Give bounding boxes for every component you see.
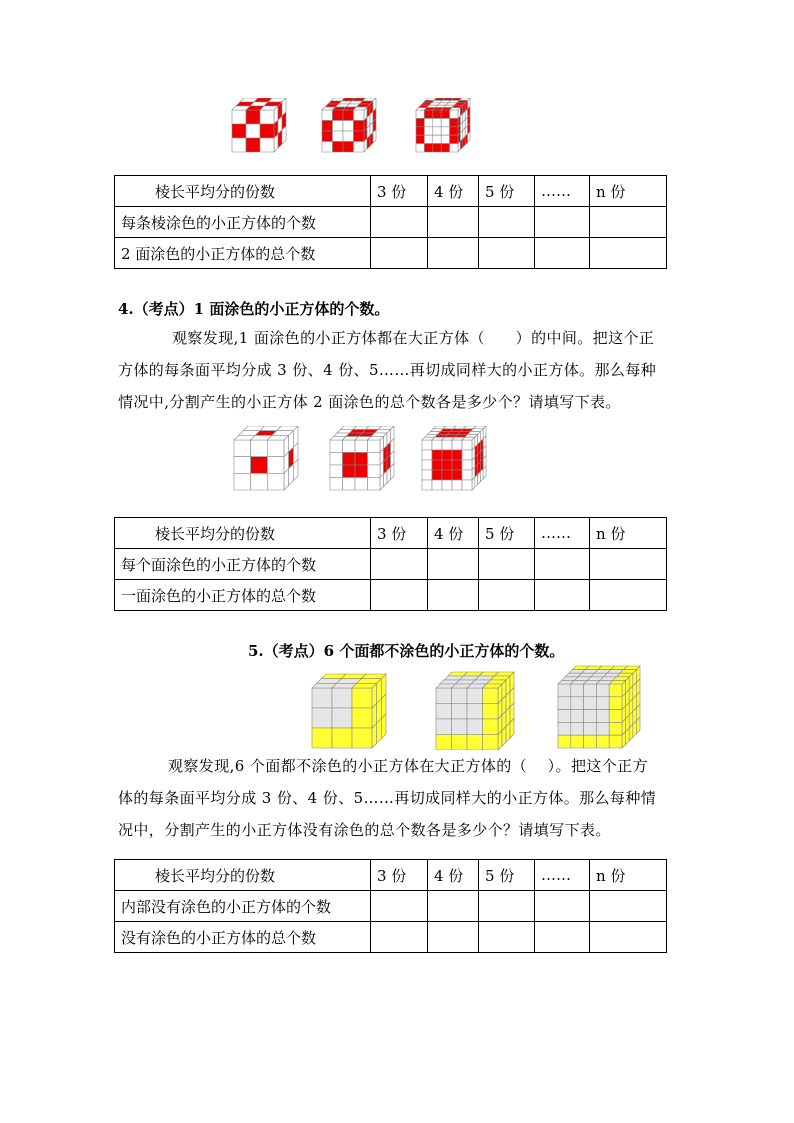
answer-cell[interactable] xyxy=(590,207,667,238)
cube-front-cell xyxy=(441,127,449,135)
cube-3-face xyxy=(234,426,298,490)
cube-front-cell xyxy=(584,697,597,710)
cube-front-cell xyxy=(584,735,597,748)
cube-front-cell xyxy=(558,735,571,748)
table-row xyxy=(115,922,667,953)
header-cell: 棱长平均分的份数 xyxy=(115,860,371,891)
cube-front-cell xyxy=(609,735,622,748)
answer-cell[interactable] xyxy=(479,238,535,269)
cube-front-cell xyxy=(467,704,483,720)
cube-front-cell xyxy=(584,722,597,735)
cube-front-cell xyxy=(330,465,343,478)
cube-top-cell xyxy=(357,679,382,684)
cube-front-cell xyxy=(416,118,424,126)
cube-front-cell xyxy=(483,704,499,720)
cube-front-cell xyxy=(609,710,622,723)
cube-front-cell xyxy=(483,735,499,751)
cube-front-cell xyxy=(432,460,442,470)
cube-front-cell xyxy=(416,135,424,143)
cube-front-cell xyxy=(452,719,468,735)
cube-front-cell xyxy=(462,450,472,460)
cube-front-cell xyxy=(424,127,432,135)
cutaway-cube-4 xyxy=(436,672,514,750)
cube-right-cell xyxy=(372,723,377,748)
cube-front-cell xyxy=(251,440,268,457)
row-label: 2 面涂色的小正方体的总个数 xyxy=(115,238,371,269)
cube-front-cell xyxy=(322,142,333,153)
answer-cell[interactable] xyxy=(428,238,479,269)
cube-front-cell xyxy=(343,110,354,121)
header-cell: n 份 xyxy=(590,176,667,207)
cube-front-cell xyxy=(442,470,452,480)
cube-front-cell xyxy=(251,457,268,474)
cutaway-cube-3 xyxy=(312,674,386,748)
cube-front-cell xyxy=(332,708,352,728)
answer-cell[interactable] xyxy=(590,580,667,611)
answer-cell[interactable] xyxy=(371,549,428,580)
cube-front-cell xyxy=(436,704,452,720)
cube-front-cell xyxy=(232,124,246,138)
cube-front-cell xyxy=(416,127,424,135)
cube-front-cell xyxy=(354,142,365,153)
cube-front-cell xyxy=(260,124,274,138)
table-row xyxy=(115,518,667,549)
cube-front-cell xyxy=(232,110,246,124)
cube-front-cell xyxy=(330,453,343,466)
row-label: 没有涂色的小正方体的总个数 xyxy=(115,922,371,953)
cube-front-cell xyxy=(322,121,333,132)
cutaway-cube-5 xyxy=(558,666,640,748)
cube-front-cell xyxy=(452,470,462,480)
cube-front-cell xyxy=(422,480,432,490)
cube-front-cell xyxy=(571,735,584,748)
cube-front-cell xyxy=(355,440,368,453)
cube-front-cell xyxy=(312,728,332,748)
cube-front-cell xyxy=(267,473,284,490)
cube-front-cell xyxy=(452,480,462,490)
cube-front-cell xyxy=(352,708,372,728)
q4-line: 情况中,分割产生的小正方体 2 面涂色的总个数各是多少个？请填写下表。 xyxy=(118,393,621,411)
cube-5-edge xyxy=(416,98,470,152)
cube-front-cell xyxy=(422,470,432,480)
q5-title: 5.（考点）6 个面都不涂色的小正方体的个数。 xyxy=(248,642,565,660)
cube-front-cell xyxy=(416,144,424,152)
table-row xyxy=(115,238,667,269)
cube-front-cell xyxy=(467,719,483,735)
cube-front-cell xyxy=(368,478,381,491)
cube-front-cell xyxy=(442,480,452,490)
answer-cell[interactable] xyxy=(371,580,428,611)
table-row xyxy=(115,176,667,207)
row-label: 一面涂色的小正方体的总个数 xyxy=(115,580,371,611)
cube-front-cell xyxy=(433,118,441,126)
header-cell: 4 份 xyxy=(428,860,479,891)
cube-front-cell xyxy=(355,465,368,478)
cube-front-cell xyxy=(571,722,584,735)
row-label: 内部没有涂色的小正方体的个数 xyxy=(115,891,371,922)
cube-front-cell xyxy=(452,704,468,720)
cube-front-cell xyxy=(467,688,483,704)
answer-cell[interactable] xyxy=(590,891,667,922)
table-row xyxy=(115,580,667,611)
cube-front-cell xyxy=(432,480,442,490)
cube-front-cell xyxy=(596,722,609,735)
cube-front-cell xyxy=(312,708,332,728)
cube-front-cell xyxy=(483,688,499,704)
q5-line: 体的每条面平均分成 3 份、4 份、5……再切成同样大的小正方体。那么每种情 xyxy=(118,789,657,807)
cube-front-cell xyxy=(422,460,432,470)
cube-front-cell xyxy=(558,722,571,735)
cube-front-cell xyxy=(596,710,609,723)
cube-front-cell xyxy=(432,450,442,460)
cube-front-cell xyxy=(424,110,432,118)
cube-front-cell xyxy=(234,473,251,490)
cube-front-cell xyxy=(424,118,432,126)
answer-cell[interactable] xyxy=(479,891,535,922)
cube-front-cell xyxy=(584,710,597,723)
cube-front-cell xyxy=(596,697,609,710)
cube-front-cell xyxy=(462,460,472,470)
table-face-painted xyxy=(114,517,667,611)
cube-top-cell xyxy=(352,683,377,688)
cube-front-cell xyxy=(441,144,449,152)
cube-front-cell xyxy=(436,719,452,735)
cube-front-cell xyxy=(571,684,584,697)
answer-cell[interactable] xyxy=(479,922,535,953)
cube-front-cell xyxy=(441,110,449,118)
cube-right-cell xyxy=(465,134,467,145)
cube-front-cell xyxy=(452,460,462,470)
answer-cell[interactable] xyxy=(428,580,479,611)
cube-front-cell xyxy=(246,110,260,124)
cube-front-cell xyxy=(441,118,449,126)
cube-5-face xyxy=(422,426,486,490)
cube-front-cell xyxy=(368,453,381,466)
answer-cell[interactable] xyxy=(535,580,590,611)
answer-cell[interactable] xyxy=(535,238,590,269)
cube-front-cell xyxy=(251,473,268,490)
cube-front-cell xyxy=(232,138,246,152)
cube-front-cell xyxy=(450,110,458,118)
answer-cell[interactable] xyxy=(371,207,428,238)
cube-front-cell xyxy=(452,735,468,751)
cube-front-cell xyxy=(422,450,432,460)
header-cell: …… xyxy=(535,860,590,891)
cube-front-cell xyxy=(424,135,432,143)
cube-front-cell xyxy=(436,735,452,751)
row-label: 每个面涂色的小正方体的个数 xyxy=(115,549,371,580)
cube-front-cell xyxy=(234,457,251,474)
interior-cubes-figure xyxy=(308,664,648,750)
header-cell: 3 份 xyxy=(371,176,428,207)
cube-front-cell xyxy=(450,127,458,135)
answer-cell[interactable] xyxy=(535,922,590,953)
cube-right-cell xyxy=(463,136,465,147)
q4-line: 观察发现,1 面涂色的小正方体都在大正方体（ ）的中间。把这个正 xyxy=(172,329,655,347)
cube-front-cell xyxy=(432,470,442,480)
row-label: 每条棱涂色的小正方体的个数 xyxy=(115,207,371,238)
cube-front-cell xyxy=(558,710,571,723)
cube-front-cell xyxy=(343,440,356,453)
cube-front-cell xyxy=(450,135,458,143)
cube-front-cell xyxy=(433,135,441,143)
q4-paragraph xyxy=(118,322,678,418)
cube-front-cell xyxy=(596,735,609,748)
q5-line: 观察发现,6 个面都不涂色的小正方体在大正方体的（ ）。把这个正方 xyxy=(168,757,648,775)
header-cell: …… xyxy=(535,518,590,549)
cube-front-cell xyxy=(571,710,584,723)
cube-front-cell xyxy=(558,697,571,710)
answer-cell[interactable] xyxy=(535,891,590,922)
cube-front-cell xyxy=(450,118,458,126)
header-cell: 5 份 xyxy=(479,518,535,549)
answer-cell[interactable] xyxy=(428,922,479,953)
answer-cell[interactable] xyxy=(590,549,667,580)
table-edge-painted xyxy=(114,175,667,269)
cube-front-cell xyxy=(462,480,472,490)
cube-front-cell xyxy=(433,110,441,118)
answer-cell[interactable] xyxy=(428,891,479,922)
edge-painted-cubes-figure xyxy=(228,98,478,160)
cube-front-cell xyxy=(354,121,365,132)
cube-front-cell xyxy=(452,688,468,704)
cube-front-cell xyxy=(436,688,452,704)
header-cell: 5 份 xyxy=(479,176,535,207)
cube-front-cell xyxy=(354,131,365,142)
cube-front-cell xyxy=(584,684,597,697)
cube-front-cell xyxy=(433,127,441,135)
cube-front-cell xyxy=(424,144,432,152)
cube-front-cell xyxy=(416,110,424,118)
cube-front-cell xyxy=(452,440,462,450)
cube-front-cell xyxy=(368,440,381,453)
cube-front-cell xyxy=(330,478,343,491)
cube-front-cell xyxy=(246,138,260,152)
answer-cell[interactable] xyxy=(371,238,428,269)
cube-right-cell xyxy=(468,132,470,143)
cube-front-cell xyxy=(322,131,333,142)
cube-front-cell xyxy=(333,131,344,142)
table-unpainted xyxy=(114,859,667,953)
cube-front-cell xyxy=(422,440,432,450)
cube-front-cell xyxy=(355,453,368,466)
cube-front-cell xyxy=(343,131,354,142)
cube-front-cell xyxy=(333,142,344,153)
header-cell: 3 份 xyxy=(371,518,428,549)
cube-front-cell xyxy=(558,684,571,697)
answer-cell[interactable] xyxy=(479,580,535,611)
cube-front-cell xyxy=(442,440,452,450)
answer-cell[interactable] xyxy=(590,922,667,953)
answer-cell[interactable] xyxy=(479,207,535,238)
cube-front-cell xyxy=(333,121,344,132)
header-cell: …… xyxy=(535,176,590,207)
answer-cell[interactable] xyxy=(371,922,428,953)
cube-front-cell xyxy=(322,110,333,121)
face-painted-cubes-figure xyxy=(230,426,492,494)
q5-line: 况中，分割产生的小正方体没有涂色的总个数各是多少个？请填写下表。 xyxy=(118,821,611,839)
cube-top-cell xyxy=(450,108,461,110)
cube-front-cell xyxy=(462,440,472,450)
cube-front-cell xyxy=(368,465,381,478)
cube-front-cell xyxy=(462,470,472,480)
cube-right-cell xyxy=(460,139,462,150)
answer-cell[interactable] xyxy=(535,207,590,238)
cube-front-cell xyxy=(352,728,372,748)
cube-front-cell xyxy=(432,440,442,450)
cube-front-cell xyxy=(596,684,609,697)
cube-front-cell xyxy=(333,110,344,121)
cube-top-cell xyxy=(454,103,465,105)
answer-cell[interactable] xyxy=(590,238,667,269)
cube-front-cell xyxy=(352,688,372,708)
header-cell: 棱长平均分的份数 xyxy=(115,176,371,207)
cube-front-cell xyxy=(343,121,354,132)
cube-front-cell xyxy=(571,697,584,710)
cube-front-cell xyxy=(609,697,622,710)
cube-right-cell xyxy=(381,714,386,739)
cube-top-cell xyxy=(457,100,468,102)
cube-front-cell xyxy=(312,688,332,708)
header-cell: 4 份 xyxy=(428,518,479,549)
cube-front-cell xyxy=(332,728,352,748)
cube-front-cell xyxy=(467,735,483,751)
cube-front-cell xyxy=(246,124,260,138)
cube-front-cell xyxy=(343,453,356,466)
cube-top-cell xyxy=(452,105,463,107)
cube-front-cell xyxy=(442,460,452,470)
cube-front-cell xyxy=(355,478,368,491)
q5-paragraph xyxy=(118,750,688,846)
cube-front-cell xyxy=(343,465,356,478)
cube-4-edge xyxy=(322,98,376,152)
answer-cell[interactable] xyxy=(428,207,479,238)
cube-front-cell xyxy=(332,688,352,708)
header-cell: n 份 xyxy=(590,860,667,891)
cube-front-cell xyxy=(330,440,343,453)
answer-cell[interactable] xyxy=(428,549,479,580)
cube-front-cell xyxy=(260,110,274,124)
cube-front-cell xyxy=(609,722,622,735)
table-row xyxy=(115,207,667,238)
cube-front-cell xyxy=(483,719,499,735)
cube-3-edge xyxy=(232,98,286,152)
cube-front-cell xyxy=(354,110,365,121)
cube-front-cell xyxy=(452,450,462,460)
cube-front-cell xyxy=(433,144,441,152)
cube-front-cell xyxy=(609,684,622,697)
cube-front-cell xyxy=(441,135,449,143)
answer-cell[interactable] xyxy=(371,891,428,922)
cube-front-cell xyxy=(450,144,458,152)
header-cell: 5 份 xyxy=(479,860,535,891)
cube-front-cell xyxy=(260,138,274,152)
cube-front-cell xyxy=(343,142,354,153)
q4-title: 4.（考点）1 面涂色的小正方体的个数。 xyxy=(118,300,390,318)
cube-front-cell xyxy=(234,440,251,457)
header-cell: 棱长平均分的份数 xyxy=(115,518,371,549)
cube-right-cell xyxy=(377,719,382,744)
cube-right-cell xyxy=(458,141,460,152)
header-cell: n 份 xyxy=(590,518,667,549)
table-row xyxy=(115,891,667,922)
cube-front-cell xyxy=(442,450,452,460)
header-cell: 4 份 xyxy=(428,176,479,207)
answer-cell[interactable] xyxy=(479,549,535,580)
cube-front-cell xyxy=(343,478,356,491)
cube-front-cell xyxy=(267,457,284,474)
cube-front-cell xyxy=(267,440,284,457)
table-row xyxy=(115,549,667,580)
header-cell: 3 份 xyxy=(371,860,428,891)
answer-cell[interactable] xyxy=(535,549,590,580)
table-row xyxy=(115,860,667,891)
cube-4-face xyxy=(330,426,394,490)
q4-line: 方体的每条面平均分成 3 份、4 份、5……再切成同样大的小正方体。那么每种 xyxy=(118,361,657,379)
